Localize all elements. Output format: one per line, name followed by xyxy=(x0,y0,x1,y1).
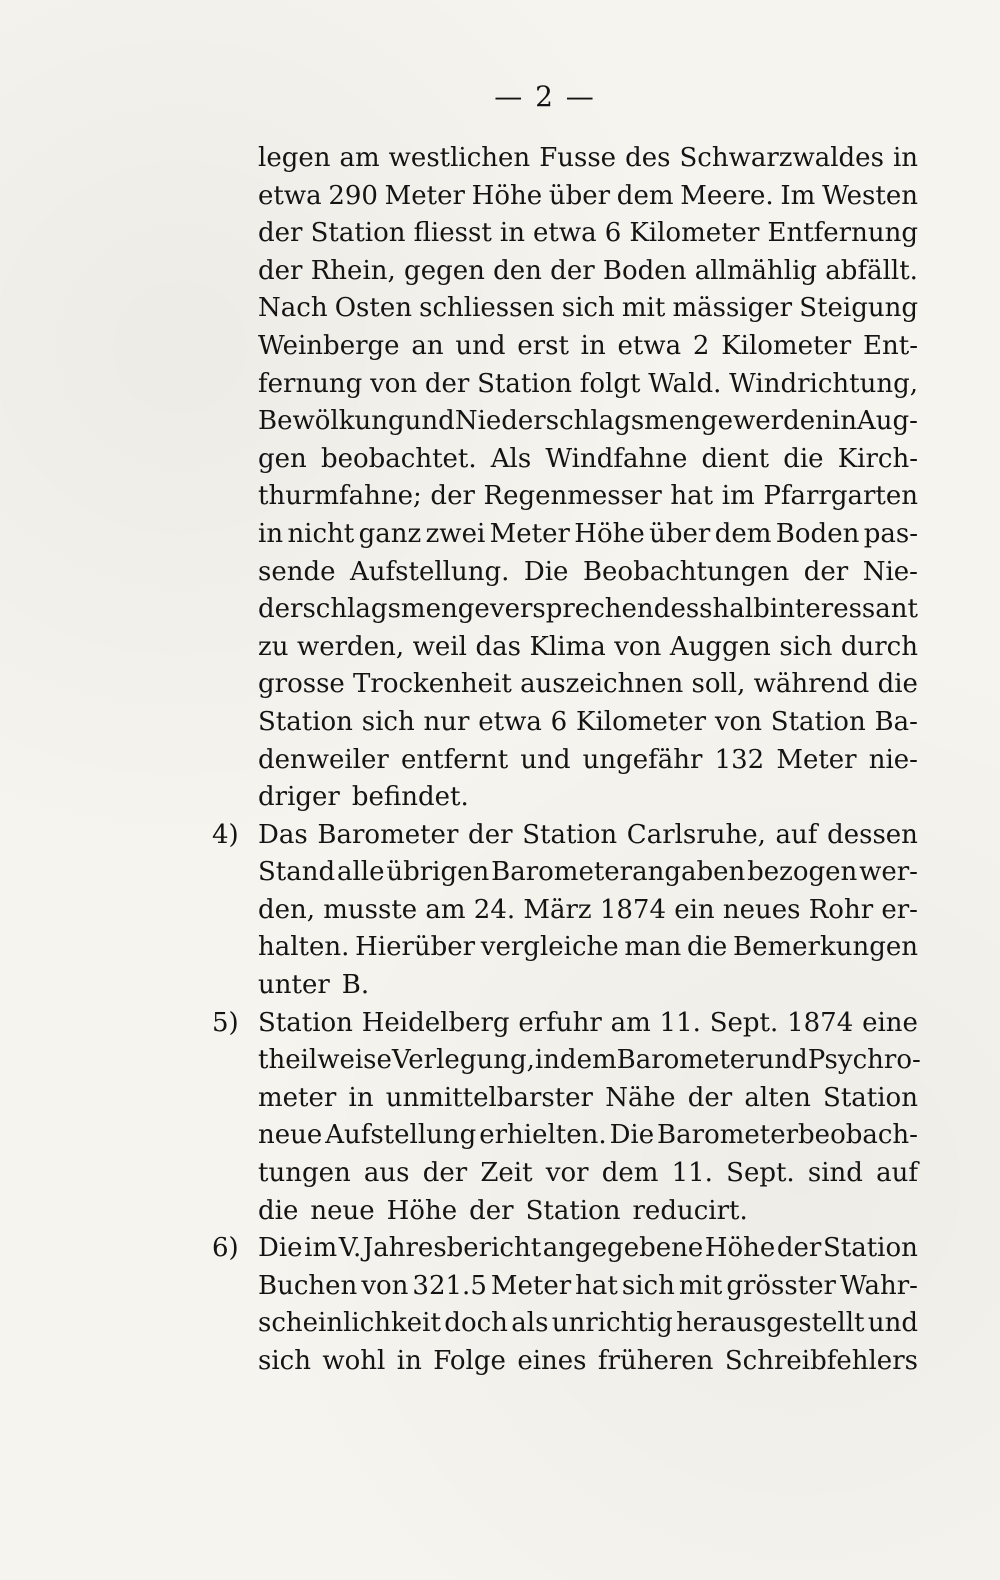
word: Station xyxy=(522,819,618,850)
word: 11. xyxy=(659,1007,701,1038)
word: der xyxy=(258,255,303,286)
word: Höhe xyxy=(471,180,543,211)
word: der xyxy=(687,1082,733,1113)
word: werden, xyxy=(296,631,405,662)
word: das xyxy=(475,631,521,662)
word: Barometerangaben xyxy=(491,857,746,888)
word: in xyxy=(892,143,918,173)
word: Die xyxy=(609,1120,655,1151)
word: etwa xyxy=(533,218,597,249)
word: Aug- xyxy=(857,406,918,437)
word: alle xyxy=(336,857,385,888)
word: Höhe xyxy=(574,518,645,549)
text-line xyxy=(258,591,918,629)
word: gen xyxy=(258,443,307,474)
word: im xyxy=(304,1233,338,1264)
word: Barometerbeobach- xyxy=(657,1120,918,1151)
body-text xyxy=(258,140,921,1381)
word: 11. xyxy=(671,1158,713,1189)
word: Höhe xyxy=(704,1233,776,1264)
word: sind xyxy=(807,1158,863,1189)
word: der xyxy=(468,819,513,850)
word: und xyxy=(404,406,455,437)
word: Auggen xyxy=(669,631,771,662)
word: Hierüber xyxy=(355,932,476,963)
word: 132 xyxy=(714,744,765,775)
word: 2 xyxy=(692,330,710,361)
word: am xyxy=(339,143,380,173)
text-line xyxy=(258,290,918,328)
word: als xyxy=(511,1308,549,1339)
word: wohl xyxy=(322,1346,386,1376)
word: halten. xyxy=(258,932,350,963)
text-line xyxy=(258,1005,918,1043)
word: Sept. xyxy=(726,1158,795,1189)
word: ungefähr xyxy=(582,744,703,775)
word: weil xyxy=(412,631,467,662)
word: unter xyxy=(258,970,330,1001)
word: denweiler xyxy=(258,744,389,775)
text-line xyxy=(258,1080,918,1118)
word: entfernt xyxy=(401,744,509,775)
word: musste xyxy=(323,894,418,925)
word: Kirch- xyxy=(837,443,918,474)
word: fliesst xyxy=(413,218,492,249)
word: gegen xyxy=(404,255,485,286)
word: westlichen xyxy=(388,143,531,173)
word: sich xyxy=(258,1346,311,1376)
word: neues xyxy=(722,894,801,925)
text-line xyxy=(258,854,918,892)
word: angegebene xyxy=(542,1233,704,1264)
word: erst xyxy=(517,330,569,361)
word: Klima xyxy=(529,631,606,662)
word: neue xyxy=(258,1120,323,1151)
text-line xyxy=(258,140,918,178)
word: Barometer xyxy=(317,819,459,850)
word: die xyxy=(783,443,824,474)
word: zu xyxy=(258,631,289,662)
word: Beobachtungen xyxy=(582,556,790,587)
page-number: — 2 — xyxy=(494,80,596,113)
word: über xyxy=(649,518,711,549)
word: grosse xyxy=(258,669,345,700)
word: der xyxy=(469,1195,514,1226)
word: am xyxy=(425,894,466,925)
word: der xyxy=(776,1233,822,1264)
word: meter xyxy=(258,1082,337,1113)
word: Niederschlagsmenge xyxy=(454,406,733,437)
word: Ent- xyxy=(863,330,918,361)
word: über xyxy=(548,180,611,211)
word: zwei xyxy=(425,518,486,549)
word: allmählig xyxy=(694,255,818,286)
word: nur xyxy=(423,706,470,737)
word: 6 xyxy=(604,218,622,249)
word: ein xyxy=(674,894,715,925)
word: derschlagsmenge xyxy=(258,594,490,625)
word: Rohr xyxy=(808,894,874,925)
word: an xyxy=(411,330,444,361)
word: in xyxy=(348,1082,374,1113)
word: Pfarrgarten xyxy=(763,481,918,512)
word: des xyxy=(625,143,671,173)
word: Wald. xyxy=(648,368,722,399)
word: Barometer xyxy=(616,1045,758,1076)
word: ganz xyxy=(358,518,422,549)
word: aus xyxy=(363,1158,410,1189)
word: 6 xyxy=(550,706,568,737)
text-line xyxy=(258,1042,921,1080)
word: von xyxy=(370,368,418,399)
word: nie- xyxy=(868,744,918,775)
word: Westen xyxy=(822,180,918,211)
word: Meter xyxy=(776,744,857,775)
word: mit xyxy=(621,293,666,324)
word: Station xyxy=(823,1082,918,1113)
word: beobachtet. xyxy=(320,443,477,474)
word: der xyxy=(430,481,475,512)
word: Steigung xyxy=(799,293,918,324)
word: März xyxy=(523,894,592,925)
word: Boden xyxy=(602,255,687,286)
word: auf xyxy=(876,1158,918,1189)
word: wer- xyxy=(859,857,918,888)
word: vor xyxy=(545,1158,589,1189)
word: Jahresbericht xyxy=(362,1233,542,1264)
word: hat xyxy=(575,1270,618,1301)
word: Station xyxy=(477,368,573,399)
word: die xyxy=(686,932,728,963)
text-line xyxy=(258,967,918,1005)
text-line xyxy=(258,817,918,855)
word: Meter xyxy=(384,180,465,211)
word: 321.5 xyxy=(412,1270,487,1301)
word: in xyxy=(831,406,857,437)
word: tungen xyxy=(258,1158,351,1189)
word: Meere. xyxy=(680,180,774,211)
word: indem xyxy=(534,1045,617,1076)
word: Carlsruhe, xyxy=(626,819,766,850)
word: Station xyxy=(525,1195,621,1226)
word: man xyxy=(624,932,682,963)
text-line xyxy=(258,666,918,704)
word: 24. xyxy=(473,894,516,925)
word: mässiger xyxy=(672,293,793,324)
word: am xyxy=(610,1007,651,1038)
text-line xyxy=(258,178,918,216)
word: er- xyxy=(881,894,918,925)
text-line xyxy=(258,742,918,780)
word: von xyxy=(714,706,762,737)
word: Station xyxy=(822,1233,918,1264)
word: von xyxy=(361,1270,409,1301)
word: Station xyxy=(770,706,866,737)
text-line xyxy=(258,1117,918,1155)
word: Buchen xyxy=(258,1270,358,1301)
word: Zeit xyxy=(480,1158,533,1189)
word: 1874 xyxy=(599,894,666,925)
word: der xyxy=(803,556,849,587)
text-line xyxy=(258,516,918,554)
word: 1874 xyxy=(787,1007,854,1038)
word: in xyxy=(580,330,606,361)
word: werden xyxy=(733,406,832,437)
word: Die xyxy=(258,1233,303,1264)
item-number-label: 6) xyxy=(212,1233,239,1264)
word: dient xyxy=(701,443,770,474)
word: Station xyxy=(310,218,406,249)
text-line xyxy=(258,554,918,592)
word: Station xyxy=(258,706,353,737)
word: Meter xyxy=(490,1270,572,1301)
word: Kilometer xyxy=(629,218,760,249)
word: in xyxy=(258,518,284,549)
word: im xyxy=(721,481,755,512)
word: etwa xyxy=(478,706,542,737)
word: und xyxy=(520,744,571,775)
word: auf xyxy=(775,819,818,850)
word: und xyxy=(757,1045,808,1076)
word: Windfahne xyxy=(545,443,688,474)
word: befindet. xyxy=(351,782,469,813)
word: folgt xyxy=(579,368,641,399)
word: Meter xyxy=(489,518,570,549)
word: Sept. xyxy=(709,1007,779,1038)
text-line xyxy=(258,704,918,742)
word: sende xyxy=(258,556,336,587)
word: Aufstellung. xyxy=(350,556,510,587)
text-line xyxy=(258,328,918,366)
word: durch xyxy=(840,631,918,662)
word: soll, xyxy=(691,669,746,700)
word: thurmfahne; xyxy=(258,481,422,512)
text-line xyxy=(258,403,918,441)
word: Bemerkungen xyxy=(732,932,918,963)
word: Bewölkung xyxy=(258,406,405,437)
word: Nähe xyxy=(605,1082,676,1113)
word: die xyxy=(877,669,918,700)
word: legen xyxy=(258,143,331,173)
item-number-label: 5) xyxy=(212,1007,239,1038)
text-line xyxy=(258,892,918,930)
word: Im xyxy=(780,180,816,211)
word: fernung xyxy=(258,368,363,399)
word: Als xyxy=(490,443,532,474)
word: früheren xyxy=(597,1346,714,1376)
word: dessen xyxy=(827,819,918,850)
text-line xyxy=(258,779,918,817)
word: Höhe xyxy=(386,1195,458,1226)
word: übrigen xyxy=(386,857,490,888)
word: scheinlichkeit xyxy=(258,1308,441,1339)
word: Windrichtung, xyxy=(729,368,918,399)
word: doch xyxy=(444,1308,508,1339)
text-line xyxy=(258,929,918,967)
word: desshalb xyxy=(653,594,770,625)
word: Folge xyxy=(433,1346,506,1376)
text-line xyxy=(258,441,918,479)
word: V. xyxy=(338,1233,362,1264)
text-line xyxy=(258,478,918,516)
word: Kilometer xyxy=(576,706,707,737)
word: der xyxy=(258,218,303,249)
text-line xyxy=(258,215,918,253)
word: schliessen xyxy=(419,293,555,324)
word: unrichtig xyxy=(551,1308,673,1339)
word: herausgestellt xyxy=(676,1308,865,1339)
word: sich xyxy=(361,706,415,737)
text-line xyxy=(258,1268,918,1306)
text-line xyxy=(258,1193,918,1231)
text-line xyxy=(258,253,918,291)
word: Fusse xyxy=(539,143,617,173)
word: pas- xyxy=(863,518,918,549)
text-line xyxy=(258,1230,918,1268)
word: Station xyxy=(258,1007,353,1038)
word: erfuhr xyxy=(518,1007,602,1038)
word: Die xyxy=(523,556,569,587)
word: von xyxy=(614,631,662,662)
word: in xyxy=(396,1346,422,1376)
word: mit xyxy=(678,1270,723,1301)
word: hat xyxy=(670,481,714,512)
word: Nie- xyxy=(862,556,918,587)
word: Weinberge xyxy=(258,330,400,361)
word: der xyxy=(550,255,595,286)
word: Rhein, xyxy=(310,255,396,286)
word: eines xyxy=(517,1346,587,1376)
word: Regenmesser xyxy=(483,481,662,512)
word: theilweise xyxy=(258,1045,392,1076)
text-line xyxy=(258,1305,918,1343)
word: abfällt. xyxy=(825,255,918,286)
word: unmittelbarster xyxy=(385,1082,593,1113)
word: der xyxy=(424,368,470,399)
word: Psychro- xyxy=(807,1045,921,1076)
word: erhielten. xyxy=(479,1120,607,1151)
word: sich xyxy=(561,293,615,324)
word: die xyxy=(258,1195,299,1226)
word: eine xyxy=(862,1007,918,1038)
word: bezogen xyxy=(747,857,858,888)
text-line xyxy=(258,366,918,404)
word: Schreibfehlers xyxy=(724,1346,918,1376)
word: interessant xyxy=(769,594,918,625)
word: grösster xyxy=(726,1270,836,1301)
word: driger xyxy=(258,782,340,813)
word: vergleiche xyxy=(480,932,619,963)
word: Stand xyxy=(258,857,336,888)
word: auszeichnen xyxy=(520,669,684,700)
word: nicht xyxy=(287,518,355,549)
word: Wahr- xyxy=(840,1270,918,1301)
item-number-label: 4) xyxy=(212,819,239,850)
text-line xyxy=(258,1343,918,1381)
word: der xyxy=(422,1158,468,1189)
word: und xyxy=(867,1308,918,1339)
word: Osten xyxy=(334,293,412,324)
word: Verlegung, xyxy=(391,1045,535,1076)
text-line xyxy=(258,1155,918,1193)
word: dem xyxy=(601,1158,659,1189)
word: den xyxy=(493,255,542,286)
word: alten xyxy=(744,1082,811,1113)
word: Trockenheit xyxy=(353,669,512,700)
word: Entfernung xyxy=(767,218,918,249)
word: 290 xyxy=(328,180,378,211)
text-line xyxy=(258,629,918,667)
word: den, xyxy=(258,894,316,925)
word: Schwarzwaldes xyxy=(679,143,884,173)
word: Aufstellung xyxy=(325,1120,477,1151)
word: während xyxy=(753,669,870,700)
word: in xyxy=(499,218,525,249)
word: dem xyxy=(714,518,772,549)
word: Nach xyxy=(258,293,328,324)
word: und xyxy=(455,330,506,361)
word: neue xyxy=(310,1195,375,1226)
word: etwa xyxy=(258,180,322,211)
word: B. xyxy=(341,970,370,1001)
word: dem xyxy=(616,180,674,211)
word: Ba- xyxy=(874,706,918,737)
word: Kilometer xyxy=(721,330,852,361)
word: sich xyxy=(621,1270,675,1301)
word: Boden xyxy=(775,518,860,549)
word: Heidelberg xyxy=(361,1007,510,1038)
word: versprechen xyxy=(489,594,654,625)
word: reducirt. xyxy=(632,1195,748,1226)
word: Das xyxy=(258,819,308,850)
word: sich xyxy=(779,631,833,662)
word: etwa xyxy=(617,330,682,361)
